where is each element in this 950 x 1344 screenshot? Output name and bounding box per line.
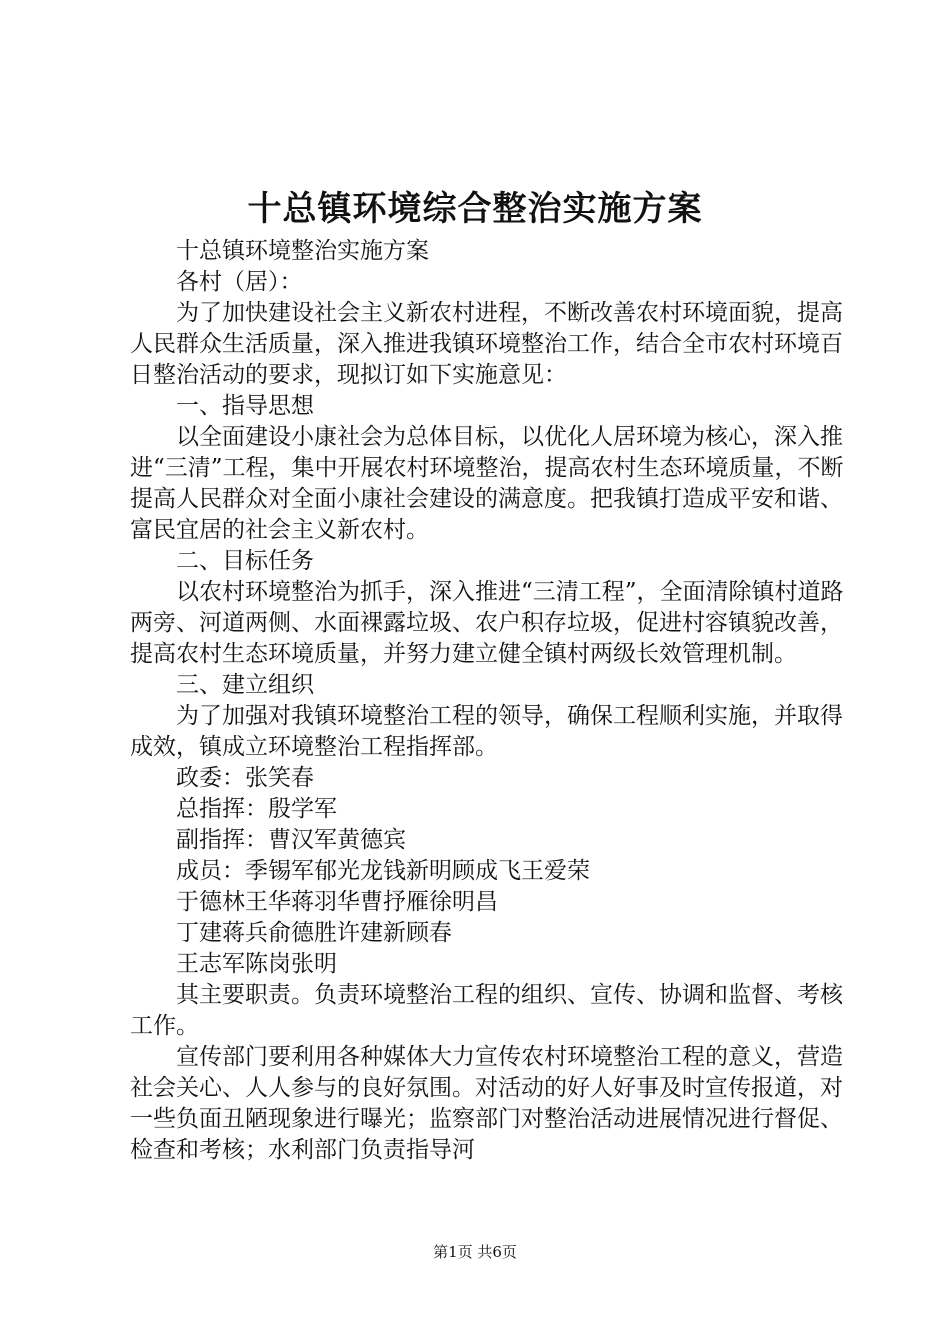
line-deputy: 副指挥：曹汉军黄德宾 (176, 827, 406, 853)
paragraph-subtitle: 十总镇环境整治实施方案 (176, 238, 429, 264)
line-members-2: 于德林王华蒋羽华曹抒雁徐明昌 (176, 889, 498, 915)
paragraph-duties: 其主要职责。负责环境整治工程的组织、宣传、协调和监督、考核工作。 (130, 982, 843, 1039)
paragraph-goals: 以农村环境整治为抓手，深入推进“三清工程”，全面清除镇村道路两旁、河道两侧、水面裸露垃圾、农户积存垃圾，促进村容镇貌改善，提高农村生态环境质量，并努力建立健全镇村两级长效管理机制。 (130, 579, 844, 667)
paragraph-intro: 为了加快建设社会主义新农村进程，不断改善农村环境面貌，提高人民群众生活质量，深入推进我镇环境整治工作，结合全市农村环境百日整治活动的要求，现拟订如下实施意见： (130, 300, 843, 388)
paragraph-salutation: 各村（居）： (176, 269, 303, 295)
paragraph-publicity: 宣传部门要利用各种媒体大力宣传农村环境整治工程的意义，营造社会关心、人人参与的良好氛围。对活动的好人好事及时宣传报道，对一些负面丑陋现象进行曝光；监察部门对整治活动进展情况进行督促、检查和考核；水利部门负责指导河 (130, 1044, 843, 1163)
section-heading-2: 二、目标任务 (176, 548, 314, 574)
paragraph-guiding: 以全面建设小康社会为总体目标，以优化人居环境为核心，深入推进“三清”工程，集中开展农村环境整治，提高农村生态环境质量，不断提高人民群众对全面小康社会建设的满意度。把我镇打造成平安和谐、富民宜居的社会主义新农村。 (130, 424, 844, 543)
section-heading-1: 一、指导思想 (176, 393, 314, 419)
document-body (130, 236, 850, 1166)
document-title: 十总镇环境综合整治实施方案 (247, 189, 703, 229)
line-members-4: 王志军陈岗张明 (176, 951, 337, 977)
paragraph-organization: 为了加强对我镇环境整治工程的领导，确保工程顺利实施，并取得成效，镇成立环境整治工程指挥部。 (130, 703, 843, 760)
line-commissar: 政委：张笑春 (176, 765, 314, 791)
line-members-3: 丁建蒋兵俞德胜许建新顾春 (176, 920, 452, 946)
line-members: 成员：季锡军郁光龙钱新明顾成飞王爱荣 (176, 858, 590, 884)
line-commander: 总指挥：殷学军 (176, 796, 337, 822)
page-number-footer: 第1页 共6页 (433, 1243, 517, 1261)
section-heading-3: 三、建立组织 (176, 672, 314, 698)
